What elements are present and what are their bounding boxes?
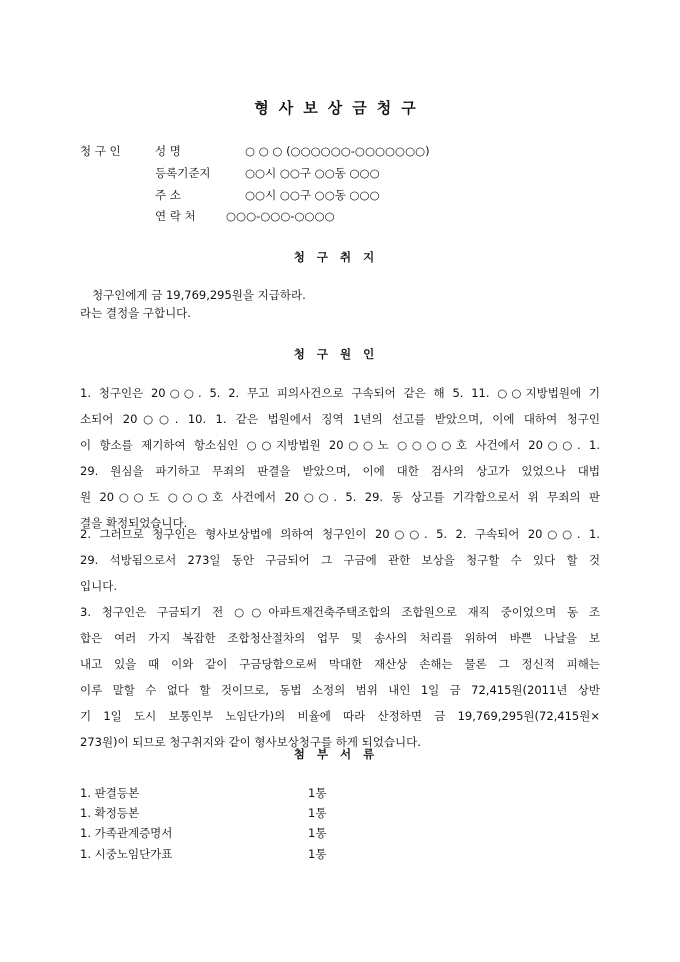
attachment-name: 1. 판결등본: [80, 786, 140, 800]
attachment-item: [80, 804, 380, 822]
paragraph-line: 273원)이 되므로 청구취지와 같이 형사보상청구를 하게 되었습니다.: [80, 735, 421, 749]
claimant-contact-label: 연 락 처: [155, 209, 196, 223]
attachment-qty: 1통: [308, 847, 327, 861]
attachment-qty: 1통: [308, 786, 327, 800]
paragraph-line: 3. 청구인은 구금되기 전 ○○아파트재건축주택조합의 조합원으로 재직 중이었으며 동 조: [80, 605, 600, 619]
paragraph-line: 이루 말할 수 없다 할 것이므로, 동법 소정의 범위 내인 1일 금 72,415원(2011년 상반: [80, 683, 600, 697]
paragraph-line: 2. 그러므로 청구인은 형사보상법에 의하여 청구인이 20○○. 5. 2. 구속되어 20○○. 1.: [80, 527, 600, 541]
attachment-item: [80, 784, 380, 802]
attachment-qty: 1통: [308, 826, 327, 840]
paragraph-line: 입니다.: [80, 579, 117, 593]
attachment-qty: 1통: [308, 806, 327, 820]
claimant-name-value: ○ ○ ○ (○○○○○○-○○○○○○○): [245, 144, 430, 158]
attachments-heading: 첨부서류: [293, 747, 387, 761]
document-title: 형사보상금청구: [254, 99, 426, 117]
purpose-line: 청구인에게 금 19,769,295원을 지급하라.: [92, 288, 306, 302]
attachment-item: [80, 824, 380, 842]
attachment-name: 1. 시중노임단가표: [80, 847, 173, 861]
attachment-item: [80, 845, 380, 863]
cause-paragraph-1: [80, 380, 600, 536]
paragraph-line: 이 항소를 제기하여 항소심인 ○○지방법원 20○○노 ○○○○호 사건에서 20○○. 1.: [80, 438, 600, 452]
claimant-registry-value: ○○시 ○○구 ○○동 ○○○: [245, 166, 380, 180]
paragraph-line: 결을 확정되었습니다.: [80, 516, 188, 530]
paragraph-line: 1. 청구인은 20○○. 5. 2. 무고 피의사건으로 구속되어 같은 해 5. 11. ○○지방법원에 기: [80, 386, 600, 400]
paragraph-line: 소되어 20○○. 10. 1. 같은 법원에서 징역 1년의 선고를 받았으며, 이에 대하여 청구인: [80, 412, 600, 426]
paragraph-line: 원 20○○도 ○○○호 사건에서 20○○. 5. 29. 동 상고를 기각함으로서 위 무죄의 판: [80, 490, 600, 504]
attachment-name: 1. 확정등본: [80, 806, 140, 820]
attachment-name: 1. 가족관계증명서: [80, 826, 173, 840]
paragraph-line: 29. 석방됨으로서 273일 동안 구금되어 그 구금에 관한 보상을 청구할 수 있다 할 것: [80, 553, 600, 567]
claimant-address-label: 주 소: [155, 188, 181, 202]
claimant-contact-value: ○○○-○○○-○○○○: [226, 209, 335, 223]
claimant-registry-label: 등록기준지: [155, 166, 211, 180]
paragraph-line: 합은 여러 가지 복잡한 조합청산절차의 업무 및 송사의 처리를 위하여 바쁜 나날을 보: [80, 631, 600, 645]
paragraph-line: 내고 있을 때 이와 같이 구금당함으로써 막대한 재산상 손해는 물론 그 정신적 피해는: [80, 657, 600, 671]
claimant-address-value: ○○시 ○○구 ○○동 ○○○: [245, 188, 380, 202]
cause-paragraph-3: [80, 599, 600, 755]
paragraph-line: 기 1일 도시 보통인부 노임단가)의 비율에 따라 산정하면 금 19,769,295원(72,415원×: [80, 709, 600, 723]
purpose-heading: 청구취지: [293, 250, 387, 264]
cause-paragraph-2: [80, 521, 600, 599]
purpose-line: 라는 결정을 구합니다.: [80, 306, 191, 320]
cause-heading: 청구원인: [293, 347, 387, 361]
claimant-role-label: 청 구 인: [80, 144, 121, 158]
claimant-name-label: 성 명: [155, 144, 181, 158]
paragraph-line: 29. 원심을 파기하고 무죄의 판결을 받았으며, 이에 대한 검사의 상고가 있었으나 대법: [80, 464, 600, 478]
